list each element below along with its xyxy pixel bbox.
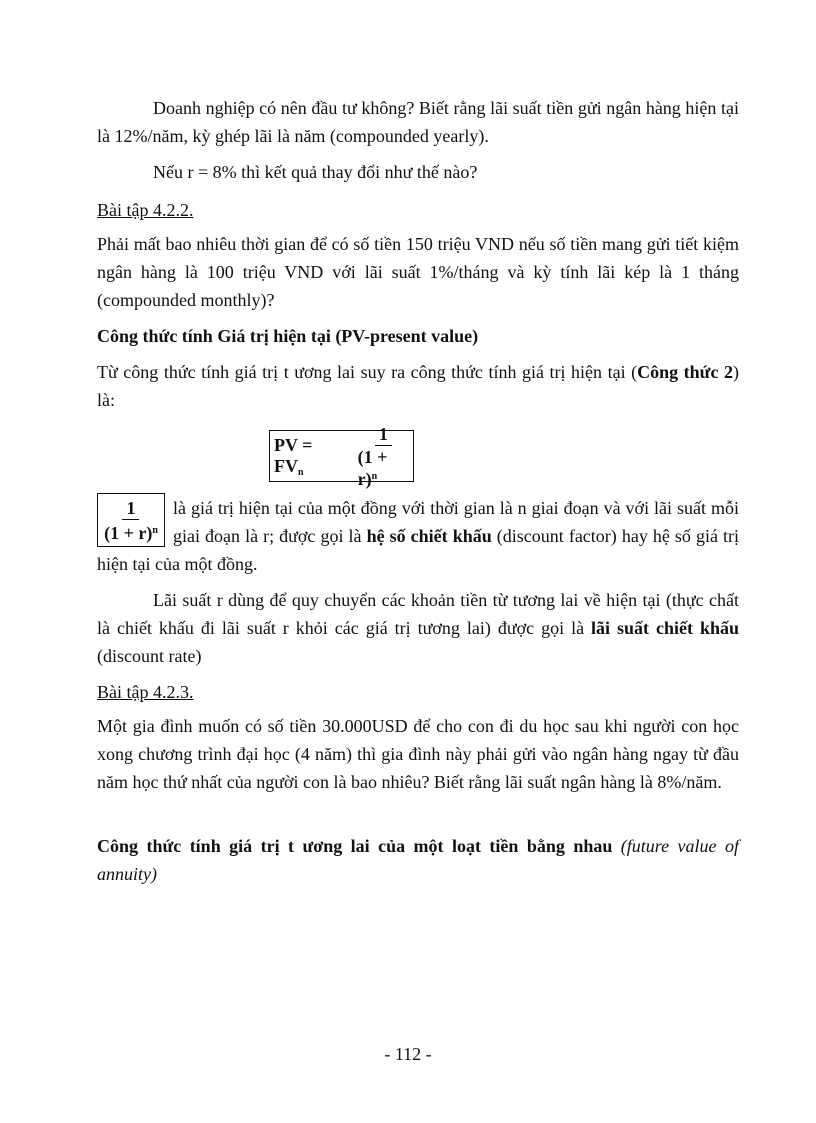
exercise-4-2-3-title: Bài tập 4.2.3. (97, 682, 194, 702)
paragraph-exercise-4-2-3: Một gia đình muốn có số tiền 30.000USD để cho con đi du học sau khi người con học xong chương trình đại học (4 năm) thì gia đình này phải gửi vào ngân hàng ngay từ đầu năm học thứ nhất của người con là bao nhiêu? Biết rằng lãi suất ngân hàng là 8%/năm. (97, 716, 739, 792)
pv-formula-numerator: 1 (375, 424, 392, 446)
pv-formula-den-text: (1 + r) (357, 446, 388, 489)
paragraph-discount-factor (97, 494, 739, 578)
pv-formula-denominator (354, 446, 413, 489)
pv-formula-lhs-sub: n (298, 466, 304, 478)
pv-formula-lhs (274, 435, 344, 478)
fva-heading-text: Công thức tính giá trị t ương lai của một loạt tiền bằng nhau (97, 836, 621, 856)
formula-2-ref: Công thức 2 (637, 362, 733, 382)
page-number: - 112 - (384, 1044, 432, 1064)
exercise-4-2-2-title: Bài tập 4.2.2. (97, 200, 194, 220)
df-float-space (97, 494, 173, 548)
pv-heading: Công thức tính Giá trị hiện tại (PV-present value) (97, 326, 479, 346)
paragraph-discount-rate (97, 586, 739, 670)
dr-text-end: (discount rate) (97, 646, 202, 666)
paragraph-r-change: Nếu r = 8% thì kết quả thay đổi như thế nào? (153, 162, 478, 182)
paragraph-exercise-4-2-2: Phải mất bao nhiêu thời gian để có số tiền 150 triệu VND nếu số tiền mang gửi tiết kiệm ngân hàng là 100 triệu VND với lãi suất 1%/tháng và kỳ tính lãi kép là 1 tháng (compounded monthly)? (97, 234, 739, 310)
fva-heading (97, 832, 739, 888)
df-term: hệ số chiết khấu (366, 526, 492, 546)
df-text: là giá trị hiện tại của một đồng với thời gian là n giai đoạn và với lãi suất mỗi giai đoạn là r; được gọi là (173, 498, 739, 546)
pv-formula-lhs-text: PV = FV (274, 434, 313, 476)
pv-derivation-end: ) là: (97, 362, 739, 410)
df-numerator: 1 (122, 498, 139, 520)
dr-term: lãi suất chiết khấu (591, 618, 739, 638)
dr-text: Lãi suất r dùng để quy chuyển các khoản tiền từ tương lai về hiện tại (thực chất là chiết khấu đi lãi suất r khỏi các giá trị tương lai) được gọi là (97, 590, 739, 638)
pv-formula-den-exp: n (371, 470, 378, 482)
pv-formula (269, 423, 414, 489)
paragraph-investment-question: Doanh nghiệp có nên đầu tư không? Biết rằng lãi suất tiền gửi ngân hàng hiện tại là 12%/năm, kỳ ghép lãi là năm (compounded yearly). (97, 98, 739, 146)
df-den-exp: n (152, 524, 158, 536)
pv-derivation-text: Từ công thức tính giá trị t ương lai suy ra công thức tính giá trị hiện tại ( (97, 362, 638, 382)
df-text-end: (discount factor) hay hệ số giá trị hiện tại của một đồng. (97, 526, 739, 574)
df-den-text: (1 + r) (104, 522, 153, 543)
paragraph-pv-derivation (97, 358, 739, 414)
pv-formula-fraction (354, 424, 413, 489)
fva-heading-english: (future value of annuity) (97, 836, 739, 884)
